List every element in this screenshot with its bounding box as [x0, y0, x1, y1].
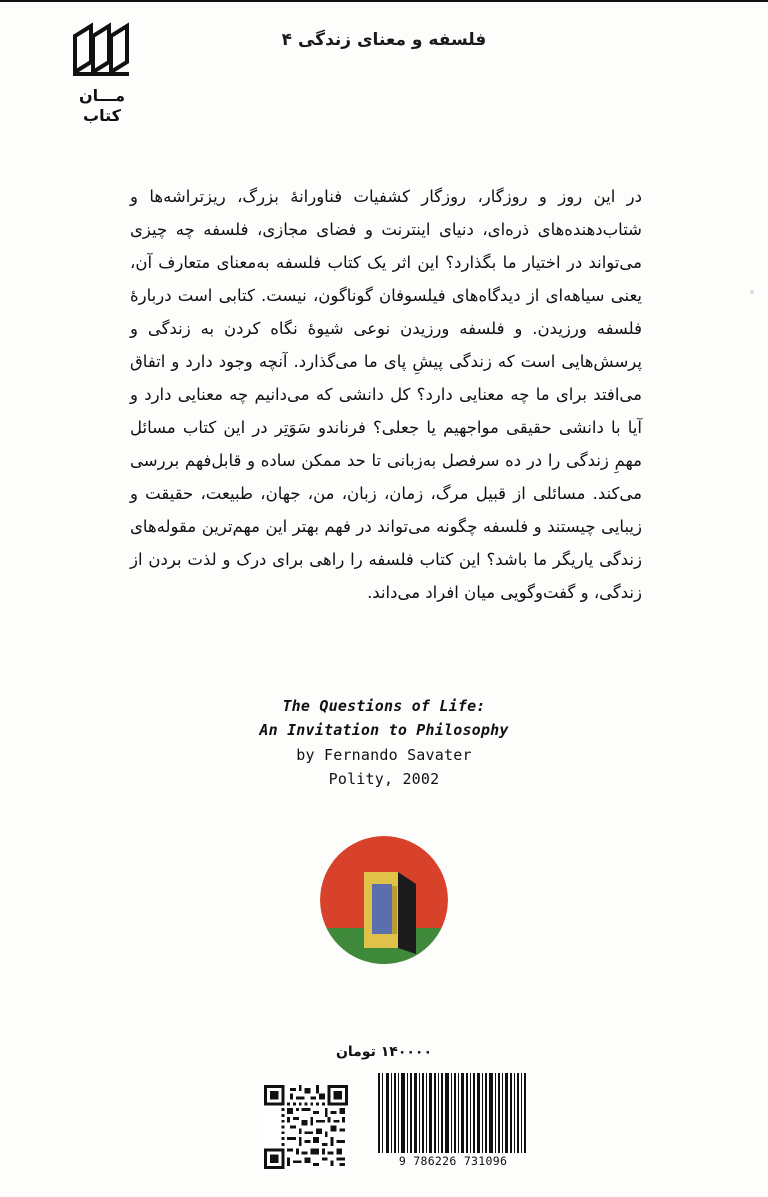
- original-publisher: Polity, 2002: [328, 769, 440, 788]
- barcode: [378, 1073, 528, 1169]
- edge-speckle: [750, 290, 754, 294]
- original-title-line1: The Questions of Life:: [282, 697, 486, 715]
- top-rule: [0, 0, 768, 2]
- cover-thumbnail-image: [320, 836, 448, 964]
- qr-code[interactable]: [264, 1085, 348, 1169]
- barcode-bars: [378, 1073, 528, 1153]
- series-title: فلسفه و معنای زندگی ۴: [281, 30, 487, 50]
- codes-row: [0, 1069, 768, 1189]
- header: [0, 0, 768, 148]
- publisher-name-line1: مـــان: [79, 86, 125, 105]
- publisher-name: [79, 86, 125, 127]
- blurb-text: [130, 180, 642, 609]
- publisher-logo: [54, 22, 150, 134]
- original-author: by Fernando Savater: [296, 745, 472, 764]
- blurb-paragraph: در این روز و روزگار، روزگار کشفیات فناورانهٔ بزرگ، ریزتراشه‌ها و شتاب‌دهنده‌های ذره‌ای، دنیای اینترنت و فضای مجازی، فلسفه چه چیزی می‌تواند در اختیار ما بگذارد؟ این اثر یک کتاب فلسفه به‌معنای متعارف آن، یعنی سیاهه‌ای از دیدگاه‌های فیلسوفان گوناگون، نیست. کتابی است دربارهٔ فلسفه ورزیدن. و فلسفه ورزیدن نوعی شیوهٔ نگاه کردن به زندگی و پرسش‌هایی است که زندگی پیشِ پای ما می‌گذارد. آنچه وجود دارد و اتفاق می‌افتد برای ما چه معنایی دارد؟ کل دانشی که می‌دانیم چه معنایی دارد و آیا با دانشی حقیقی مواجهیم یا جعلی؟ فرناندو سَوَتِر در این کتاب مسائل مهمِ زندگی را در ده سرفصل به‌زبانی تا حد ممکن ساده و قابل‌فهم بررسی می‌کند. مسائلی از قبیل مرگ، زمان، زبان، من، جهان، طبیعت، حقیقت و زیبایی چیستند و فلسفه چگونه می‌تواند در فهم بهتر این مهم‌ترین مقوله‌های زندگی یاریگر ما باشد؟ این کتاب فلسفه را راهی برای درک و لذت بردن از زندگی، و گفت‌وگویی میان افراد می‌داند.: [130, 187, 642, 602]
- publisher-name-line2: کتاب: [83, 106, 121, 126]
- stacked-books-icon: [69, 22, 135, 78]
- original-title-line2: An Invitation to Philosophy: [259, 721, 509, 740]
- cover-thumbnail: [320, 836, 448, 964]
- price-label: ۱۴۰۰۰۰ تومان: [335, 1044, 433, 1060]
- barcode-isbn: 9 786226 731096: [398, 1154, 508, 1168]
- original-title-block: [0, 694, 768, 791]
